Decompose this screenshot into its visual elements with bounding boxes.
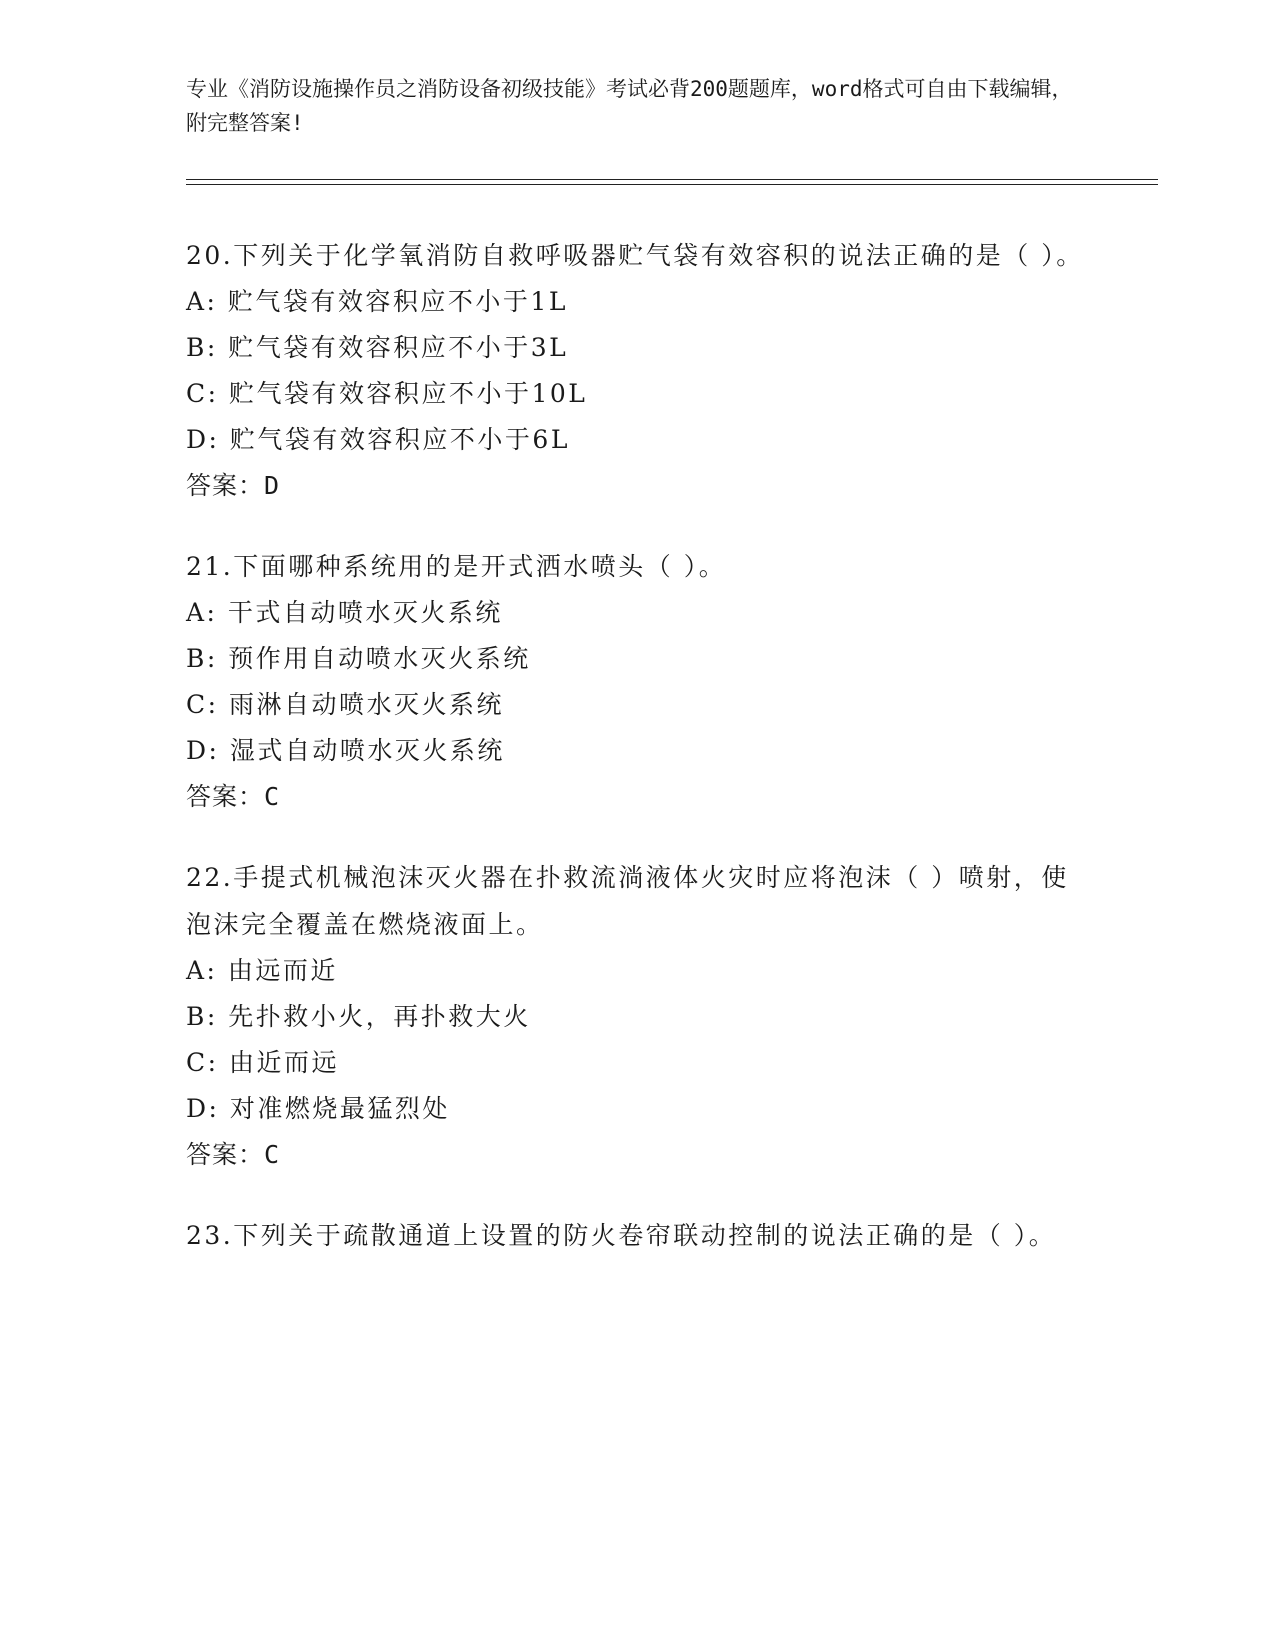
question-23 (186, 1212, 1086, 1259)
option-d: D: 湿式自动喷水灭火系统 (186, 736, 505, 765)
question-stem: 21.下面哪种系统用的是开式洒水喷头（ ）。 (186, 552, 727, 581)
question-22 (186, 854, 1086, 1178)
option-d: D: 贮气袋有效容积应不小于6L (186, 425, 570, 454)
option-a: A: 贮气袋有效容积应不小于1L (186, 287, 568, 316)
question-stem: 23.下列关于疏散通道上设置的防火卷帘联动控制的说法正确的是（ ）。 (186, 1221, 1057, 1250)
question-list (186, 232, 1086, 1293)
header-divider-bottom (186, 184, 1158, 185)
question-20 (186, 232, 1086, 509)
option-c: C: 贮气袋有效容积应不小于10L (186, 379, 588, 408)
option-c: C: 由近而远 (186, 1048, 339, 1077)
option-d: D: 对准燃烧最猛烈处 (186, 1094, 450, 1123)
option-a: A: 干式自动喷水灭火系统 (186, 598, 503, 627)
question-stem: 20.下列关于化学氧消防自救呼吸器贮气袋有效容积的说法正确的是（ ）。 (186, 241, 1084, 270)
answer-line: 答案：D (186, 471, 281, 500)
option-c: C: 雨淋自动喷水灭火系统 (186, 690, 504, 719)
option-b: B: 先扑救小火，再扑救大火 (186, 1002, 531, 1031)
option-b: B: 贮气袋有效容积应不小于3L (186, 333, 569, 362)
header-intro-text: 专业《消防设施操作员之消防设备初级技能》考试必背200题题库，word格式可自由下载编辑，附完整答案! (186, 77, 1073, 135)
document-header (186, 72, 1086, 140)
option-a: A: 由远而近 (186, 956, 338, 985)
question-stem: 22.手提式机械泡沫灭火器在扑救流淌液体火灾时应将泡沫（ ）喷射，使泡沫完全覆盖在燃烧液面上。 (186, 863, 1069, 939)
answer-line: 答案：C (186, 1140, 281, 1169)
header-divider-top (186, 179, 1158, 180)
answer-line: 答案：C (186, 782, 281, 811)
question-21 (186, 543, 1086, 820)
option-b: B: 预作用自动喷水灭火系统 (186, 644, 531, 673)
